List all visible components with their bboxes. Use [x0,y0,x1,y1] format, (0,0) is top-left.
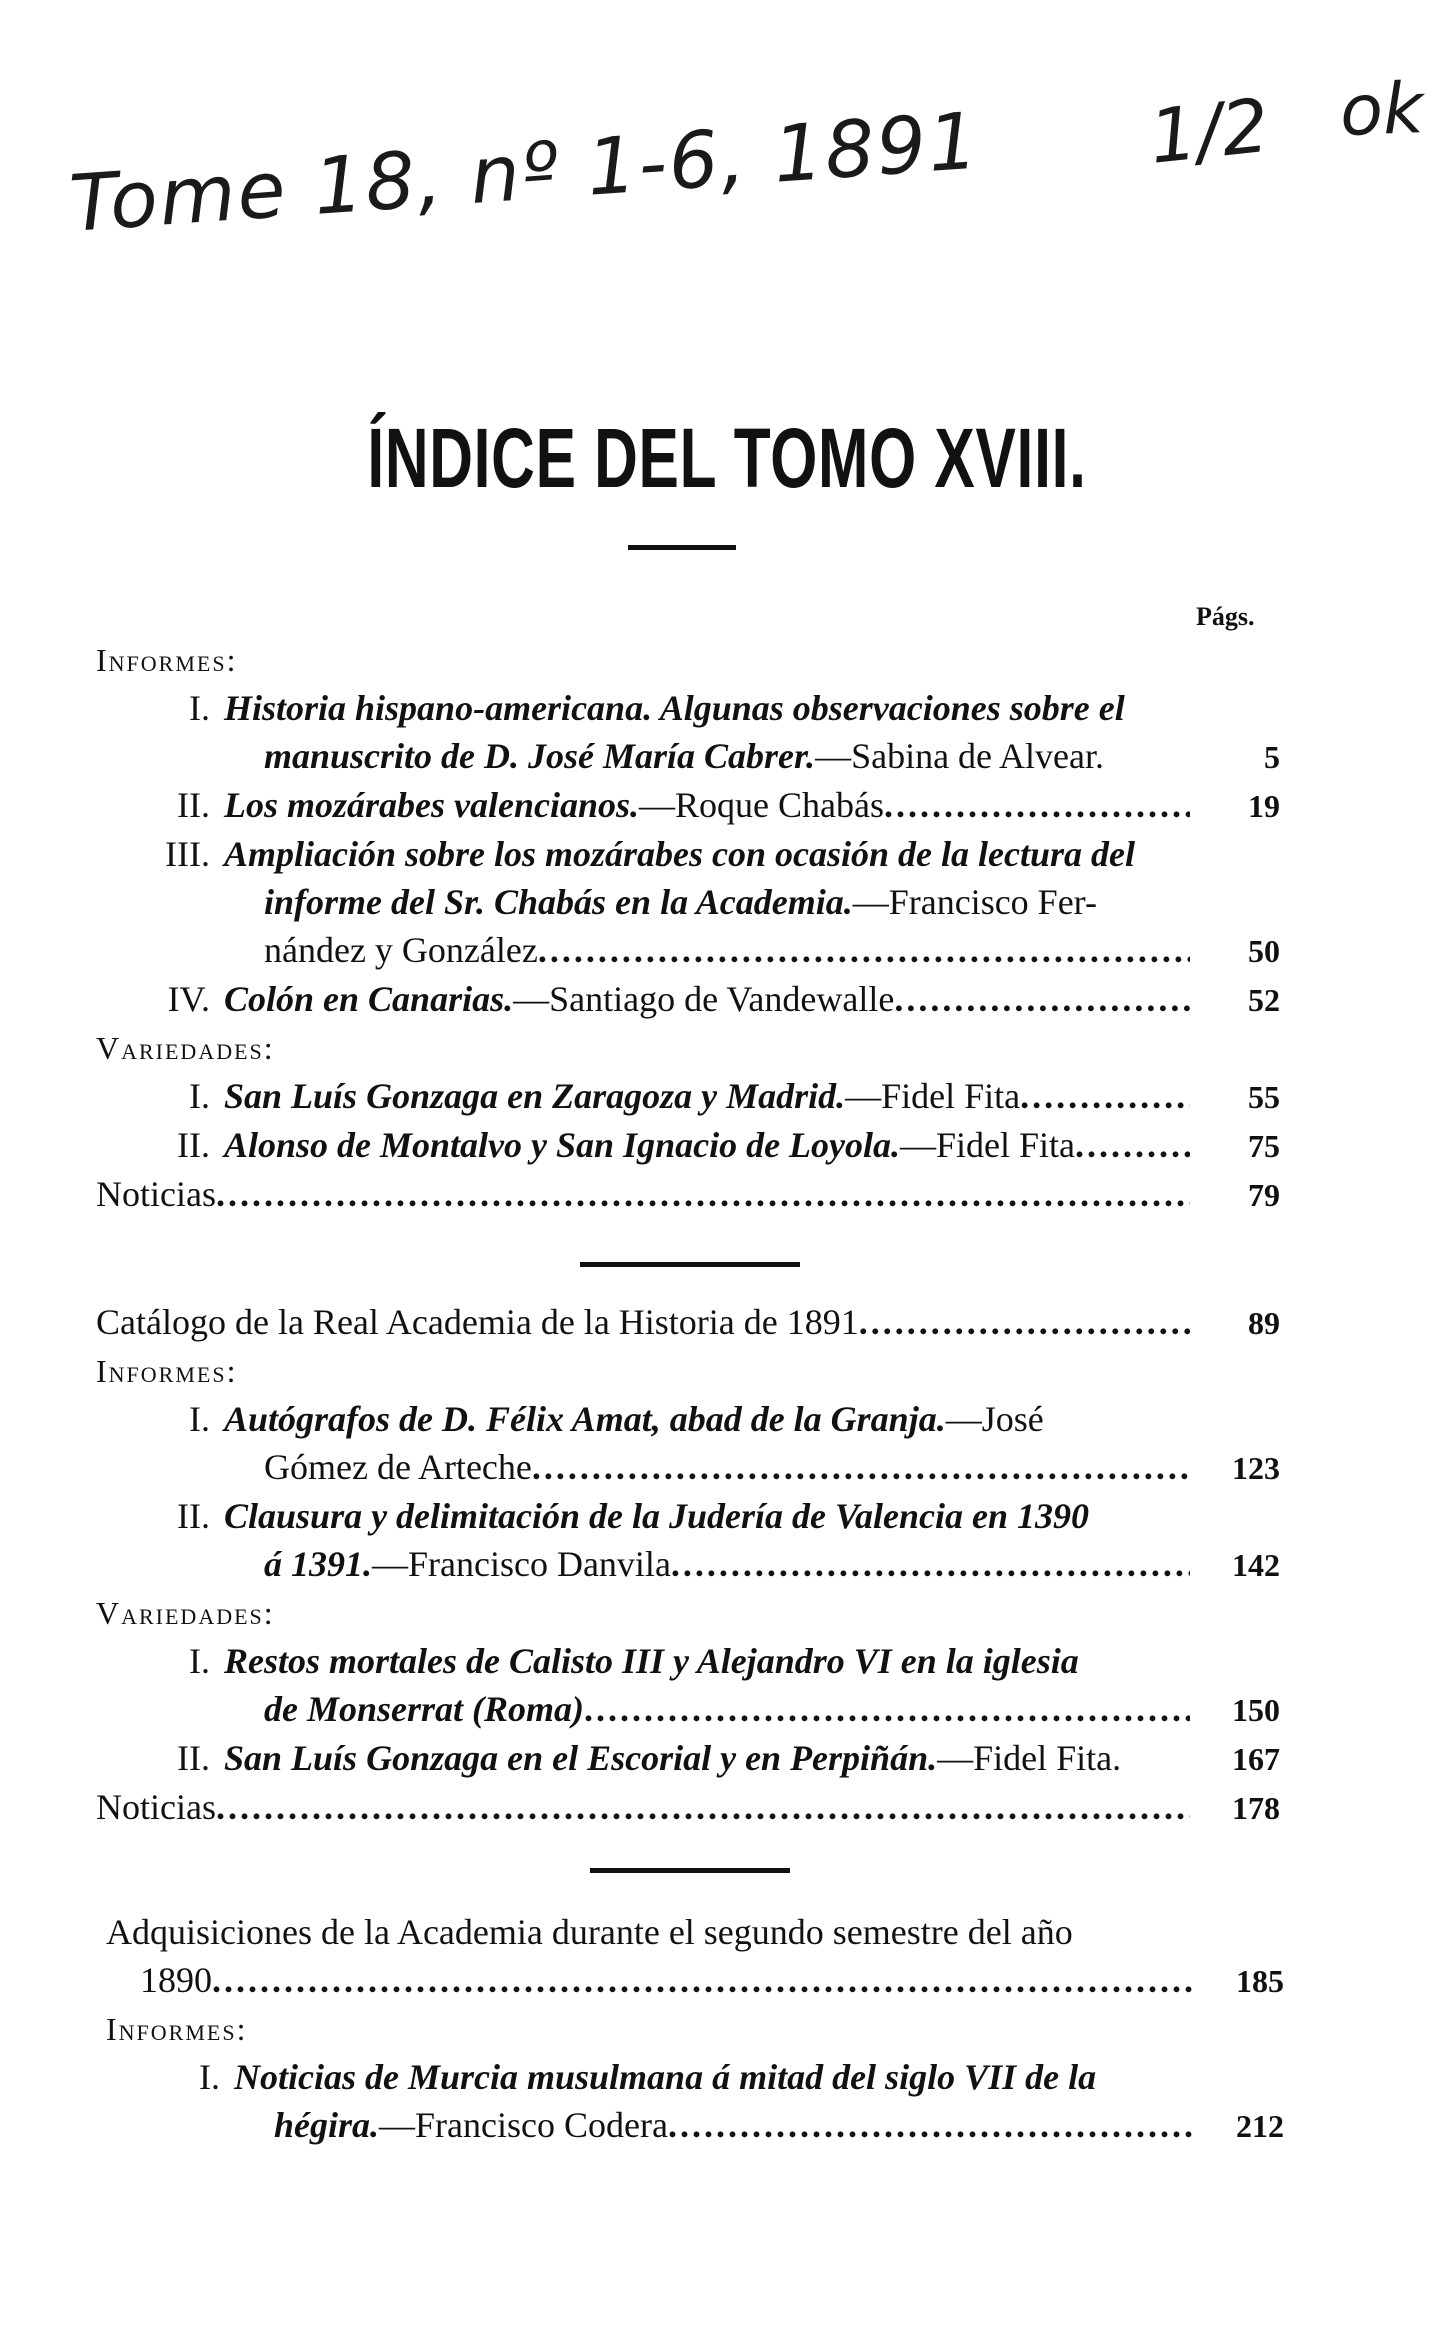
list-item-continuation [96,732,1280,781]
roman-numeral: II. [177,1125,210,1165]
leader-dots [1020,1072,1190,1120]
title-divider [628,545,736,550]
roman-numeral: IV. [167,979,210,1019]
leader-dots [859,1298,1190,1346]
list-item-adquisiciones [106,1908,1284,1956]
page-number: 79 [1248,1177,1280,1213]
handwritten-ok-note: ok [1338,67,1425,152]
entry-title: informe del Sr. Chabás en la Academia. [264,882,853,922]
list-item [106,2053,1284,2101]
list-item-noticias [96,1170,1280,1219]
leader-dots [671,1540,1190,1588]
index-group-3 [106,1908,1284,2150]
entry-label: Noticias [96,1174,216,1214]
page-number: 52 [1248,982,1280,1018]
list-item-continuation [96,1685,1280,1734]
entry-label: Catálogo de la Real Academia de la Historia de 1891 [96,1302,859,1342]
leader-dots [668,2101,1194,2149]
entry-label: Noticias [96,1787,216,1827]
entry-author: —Fidel Fita [900,1125,1076,1165]
list-item-continuation [96,926,1280,975]
entry-title: Los mozárabes valencianos. [224,785,640,825]
leader-dots [884,781,1190,829]
entry-author: —Francisco Codera [379,2105,668,2145]
entry-title: hégira. [274,2105,380,2145]
list-item-catalogo [96,1298,1280,1347]
page-number: 150 [1232,1692,1280,1728]
page-number: 167 [1232,1741,1280,1777]
roman-numeral: I. [189,688,210,728]
page-number: 55 [1248,1079,1280,1115]
section-label-informes: Informes: [96,642,238,678]
entry-title: Autógrafos de D. Félix Amat, abad de la Granja. [224,1399,946,1439]
entry-author: —Roque Chabás [639,785,884,825]
entry-label: Adquisiciones de la Academia durante el segundo semestre del año [106,1912,1073,1952]
page-number: 178 [1232,1790,1280,1826]
roman-numeral: II. [177,1738,210,1778]
page-number: 89 [1248,1305,1280,1341]
entry-title: San Luís Gonzaga en Zaragoza y Madrid. [224,1076,846,1116]
roman-numeral: I. [189,1641,210,1681]
entry-author: —Francisco Fer- [852,882,1097,922]
entry-title: de Monserrat (Roma) [264,1689,585,1729]
leader-dots [894,975,1190,1023]
entry-author: —Fidel Fita. [937,1738,1122,1778]
section-divider [580,1262,800,1267]
leader-dots [584,1685,1190,1733]
entry-title: Clausura y delimitación de la Judería de Valencia en 1390 [224,1496,1090,1536]
list-item [96,1492,1280,1540]
roman-numeral: II. [177,1496,210,1536]
handwritten-fraction-note: 1/2 [1145,82,1273,181]
index-group-2 [96,1298,1280,1832]
entry-title: Noticias de Murcia musulmana á mitad del siglo VII de la [234,2057,1097,2097]
list-item [96,781,1280,830]
leader-dots [532,1443,1190,1491]
page-number: 5 [1264,739,1280,775]
entry-author: nández y González [264,930,538,970]
list-item [96,684,1280,732]
entry-title: Colón en Canarias. [224,979,514,1019]
section-divider [590,1868,790,1873]
entry-title: San Luís Gonzaga en el Escorial y en Perpiñán. [224,1738,938,1778]
roman-numeral: II. [177,785,210,825]
roman-numeral: I. [189,1076,210,1116]
list-item [96,830,1280,878]
section-label-informes: Informes: [96,1353,238,1389]
list-item-continuation [106,2101,1284,2150]
list-item-noticias [96,1783,1280,1832]
handwritten-volume-note: Tome 18, nº 1-6, 1891 [66,96,983,250]
page-number: 75 [1248,1128,1280,1164]
entry-title: Ampliación sobre los mozárabes con ocasión de la lectura del [224,834,1136,874]
entry-author: —Santiago de Vandewalle [513,979,895,1019]
entry-author: —Fidel Fita [845,1076,1021,1116]
entry-author: —Sabina de Alvear. [815,736,1104,776]
roman-numeral: I. [189,1399,210,1439]
list-item-continuation [96,878,1280,926]
entry-author: —José [945,1399,1044,1439]
roman-numeral: I. [199,2057,220,2097]
list-item [96,1637,1280,1685]
leader-dots [216,1170,1190,1218]
list-item [96,1395,1280,1443]
page-number: 142 [1232,1547,1280,1583]
page-number: 50 [1248,933,1280,969]
entry-title: á 1391. [264,1544,372,1584]
entry-label: 1890 [140,1960,212,2000]
list-item-continuation [96,1540,1280,1589]
section-label-variedades: Variedades: [96,1030,275,1066]
section-label-variedades: Variedades: [96,1595,275,1631]
entry-author: Gómez de Arteche [264,1447,532,1487]
page-title: ÍNDICE DEL TOMO XVIII. [367,411,1087,505]
leader-dots [216,1783,1190,1831]
list-item [96,975,1280,1024]
page-number: 19 [1248,788,1280,824]
index-group-1 [96,636,1280,1219]
page-number: 185 [1236,1963,1284,1999]
list-item [96,1121,1280,1170]
entry-author: —Francisco Danvila [372,1544,671,1584]
entry-title: Alonso de Montalvo y San Ignacio de Loyola. [224,1125,901,1165]
section-label-informes: Informes: [106,2011,248,2047]
roman-numeral: III. [165,834,210,874]
leader-dots [538,926,1190,974]
leader-dots [1075,1121,1190,1169]
entry-title: manuscrito de D. José María Cabrer. [264,736,816,776]
pages-column-header: Págs. [1196,602,1255,631]
list-item-continuation [96,1443,1280,1492]
leader-dots [212,1956,1194,2004]
list-item-continuation [106,1956,1284,2005]
entry-title: Restos mortales de Calisto III y Alejandro VI en la iglesia [224,1641,1079,1681]
list-item [96,1072,1280,1121]
page-number: 212 [1236,2108,1284,2144]
entry-title: Historia hispano-americana. Algunas observaciones sobre el [224,688,1125,728]
page-number: 123 [1232,1450,1280,1486]
list-item [96,1734,1280,1783]
